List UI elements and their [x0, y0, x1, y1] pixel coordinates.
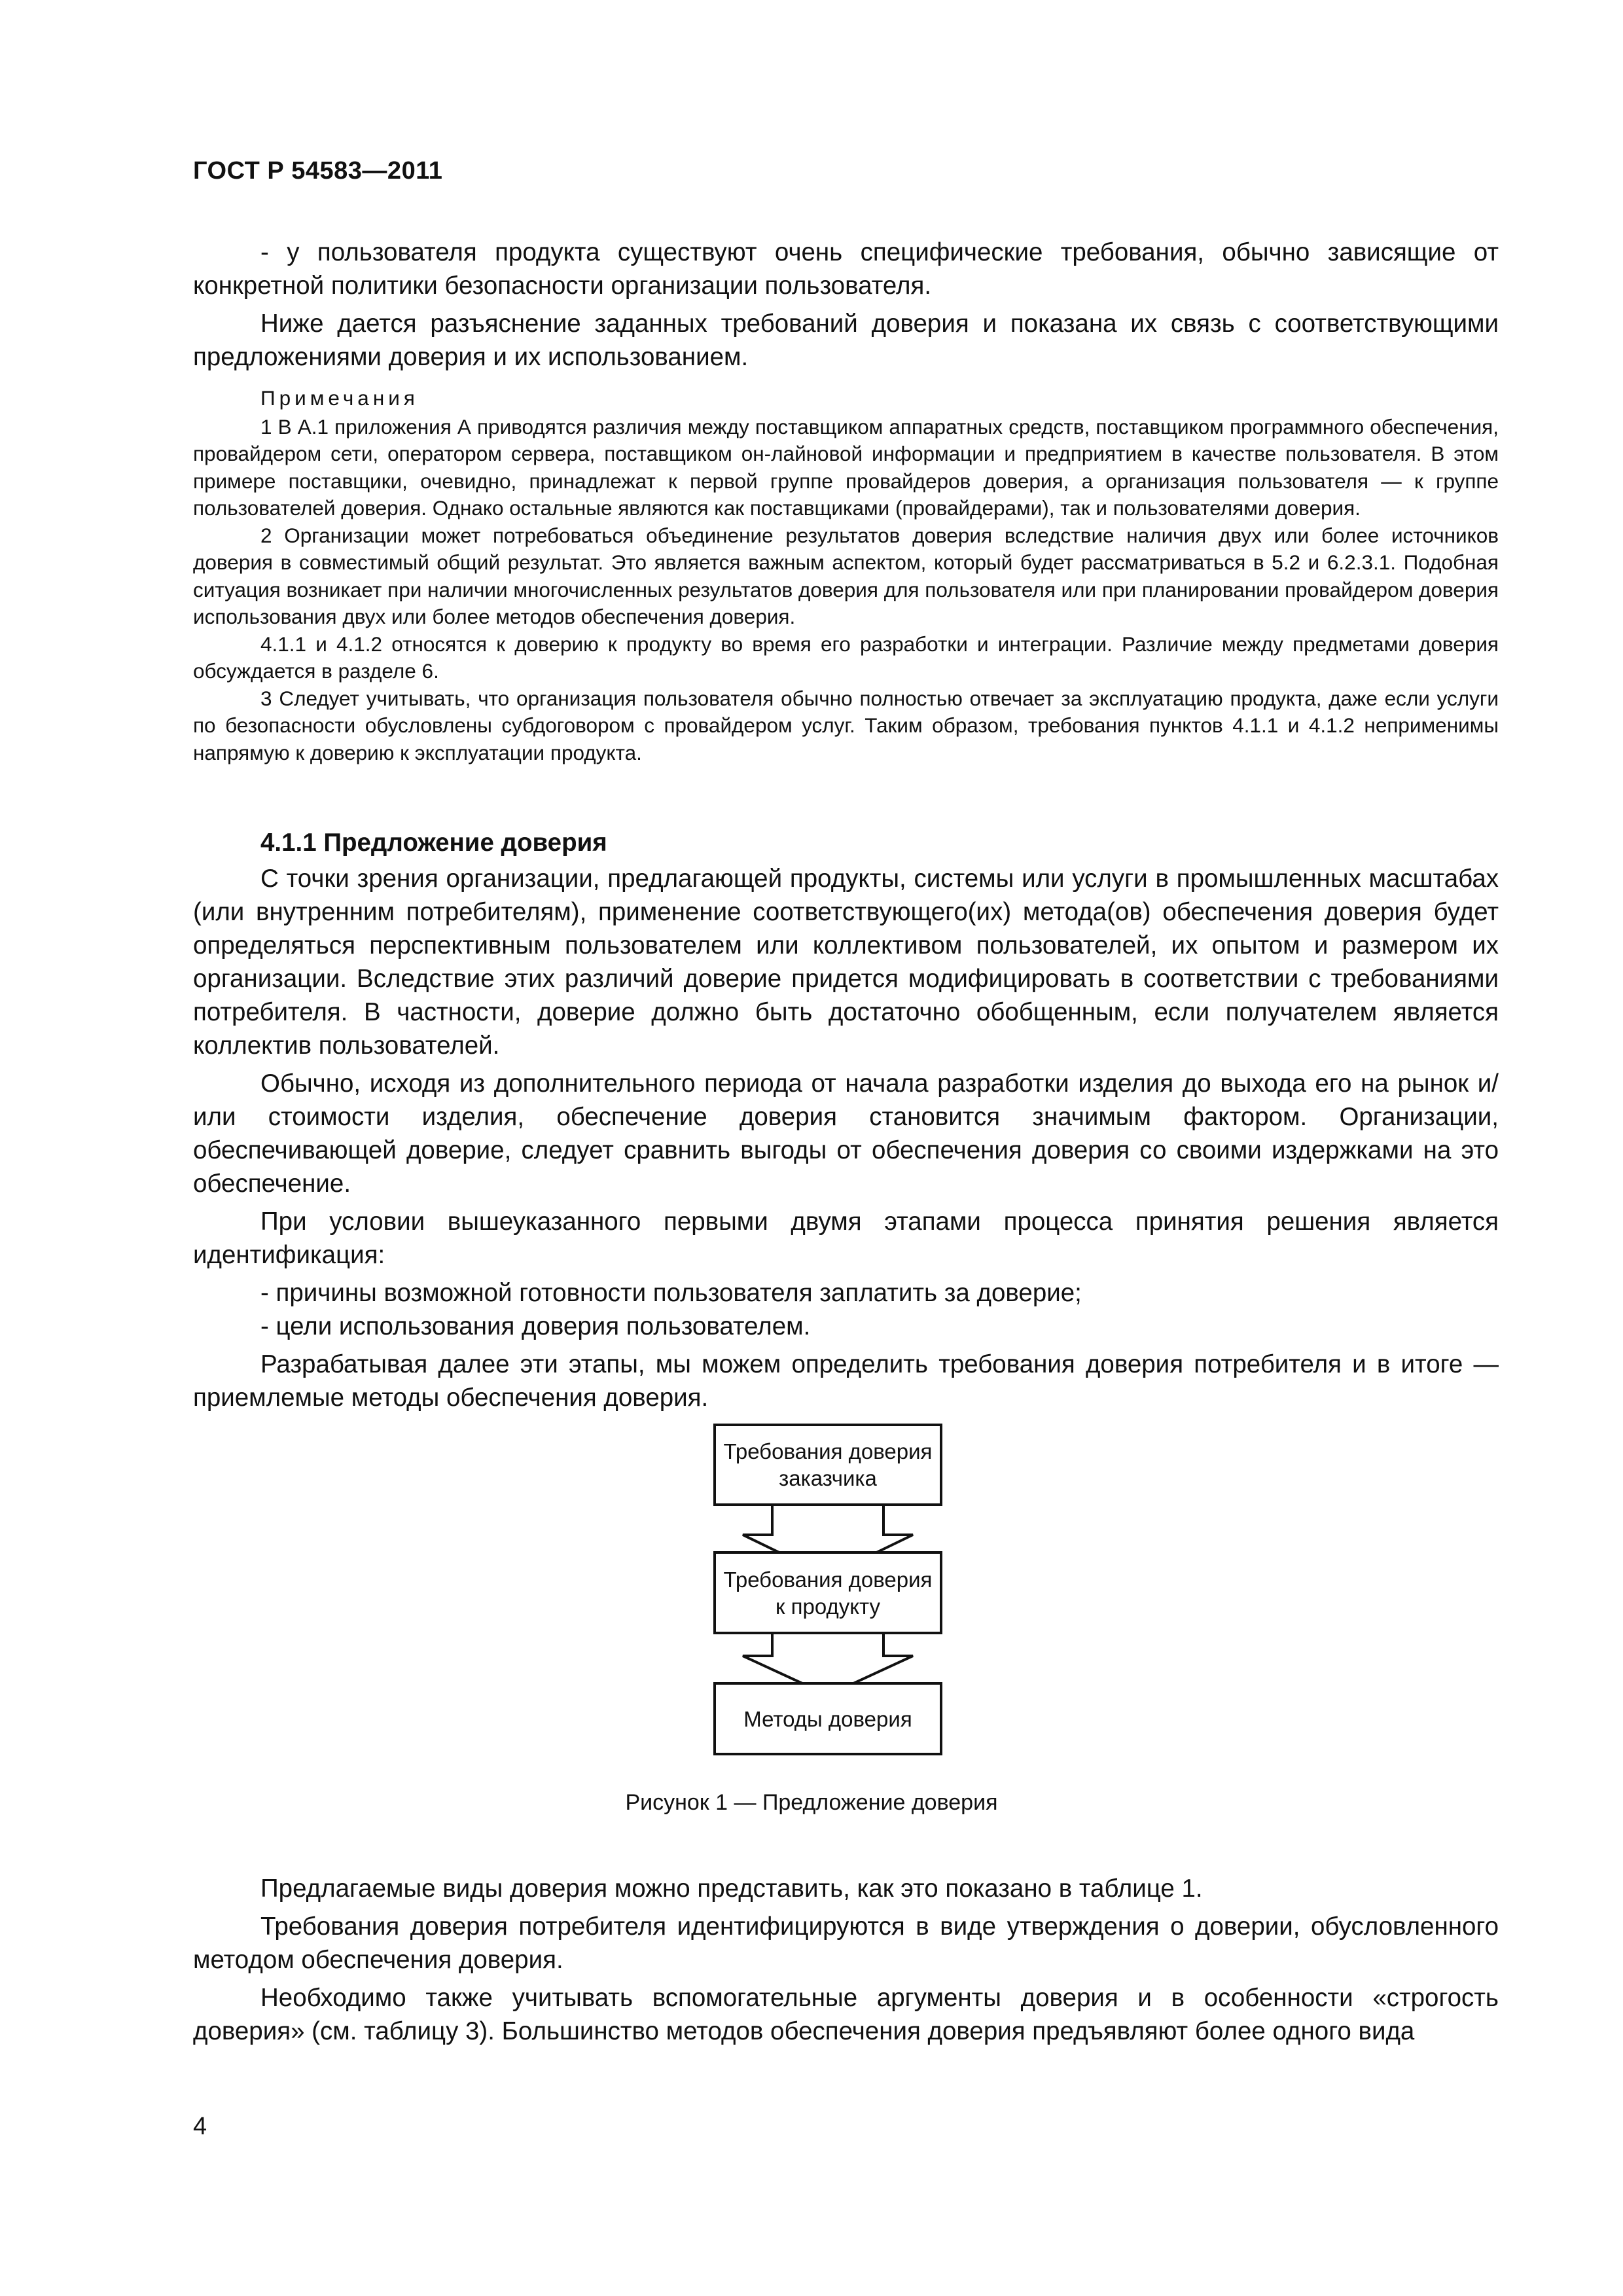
document-header: ГОСТ Р 54583—2011: [193, 157, 443, 185]
section-paragraph: С точки зрения организации, предлагающей продукты, системы или услуги в промышленных масштабах (или внутренним потребителям), применение соответствующего(их) метода(ов) обеспечения доверия будет определяться перспективным пользователем или коллективом пользователей, их опытом и размером их организации. Вследствие этих различий доверие придется модифицировать в соответствии с требованиями потребителя. В частности, доверие должно быть достаточно обобщенным, если получателем является коллектив пользователей.: [193, 865, 1499, 1060]
page-number: 4: [193, 2113, 207, 2140]
list-item: - цели использования доверия пользователем.: [260, 1312, 811, 1340]
intro-paragraph: Ниже дается разъяснение заданных требований доверия и показана их связь с соответствующими предложениями доверия и их использованием.: [193, 310, 1499, 371]
section-paragraph: При условии вышеуказанного первыми двумя этапами процесса принятия решения является идентификация:: [193, 1208, 1499, 1269]
section-paragraph: Обычно, исходя из дополнительного периода от начала разработки изделия до выхода его на рынок и/или стоимости изделия, обеспечение доверия становится значимым фактором. Организации, обеспечивающей доверие, следует сравнить выгоды от обеспечения доверия со своими издержками на это обеспечение.: [193, 1069, 1499, 1198]
flow-box-label: Требования доверия к продукту: [723, 1567, 933, 1619]
flow-box-assurance-methods: [713, 1682, 942, 1755]
list-item: - причины возможной готовности пользователя заплатить за доверие;: [260, 1279, 1082, 1307]
after-figure-block: [193, 1872, 1499, 2053]
flow-box-label: Требования доверия заказчика: [723, 1439, 933, 1490]
note-item: 4.1.1 и 4.1.2 относятся к доверию к продукту во время его разработки и интеграции. Различие между предметами доверия обсуждается в разделе 6.: [193, 632, 1499, 683]
section-title: 4.1.1 Предложение доверия: [260, 829, 607, 857]
flow-box-label: Методы доверия: [743, 1706, 912, 1731]
note-item: 1 В А.1 приложения А приводятся различия между поставщиком аппаратных средств, поставщиком программного обеспечения, провайдером сети, оператором сервера, поставщиком он-лайновой информации и предприятием в качестве пользователя. В этом примере поставщики, очевидно, принадлежат к первой группе провайдеров доверия, а организация пользователя — к группе пользователей доверия. Однако остальные являются как поставщиками (провайдерами), так и пользователями доверия.: [193, 414, 1499, 520]
section-paragraph: Разрабатывая далее эти этапы, мы можем определить требования доверия потребителя и в итоге — приемлемые методы обеспечения доверия.: [193, 1350, 1499, 1412]
note-item: 3 Следует учитывать, что организация пользователя обычно полностью отвечает за эксплуатацию продукта, даже если услуги по безопасности обусловлены субдоговором с провайдером услуг. Таким образом, требования пунктов 4.1.1 и 4.1.2 неприменимы напрямую к доверию к эксплуатации продукта.: [193, 686, 1499, 764]
body-paragraph: Необходимо также учитывать вспомогательные аргументы доверия и в особенности «строгость доверия» (см. таблицу 3). Большинство методов обеспечения доверия предъявляют более одного вида: [193, 1984, 1499, 2045]
notes-heading: Примечания: [260, 386, 419, 410]
flow-box-product-requirements: [713, 1551, 942, 1634]
intro-paragraph: - у пользователя продукта существуют очень специфические требования, обычно зависящие от конкретной политики безопасности организации пользователя.: [193, 238, 1499, 300]
flow-box-customer-requirements: [713, 1424, 942, 1506]
body-paragraph: Требования доверия потребителя идентифицируются в виде утверждения о доверии, обусловленного методом обеспечения доверия.: [193, 1912, 1499, 1974]
body-paragraph: Предлагаемые виды доверия можно представить, как это показано в таблице 1.: [260, 1874, 1203, 1903]
figure-caption: Рисунок 1 — Предложение доверия: [625, 1790, 998, 1815]
note-item: 2 Организации может потребоваться объединение результатов доверия вследствие наличия двух или более источников доверия в совместимый общий результат. Это является важным аспектом, который будет рассматриваться в 5.2 и 6.2.3.1. Подобная ситуация возникает при наличии многочисленных результатов доверия для пользователя или при планировании провайдером доверия использования двух или более методов обеспечения доверия.: [193, 523, 1499, 628]
